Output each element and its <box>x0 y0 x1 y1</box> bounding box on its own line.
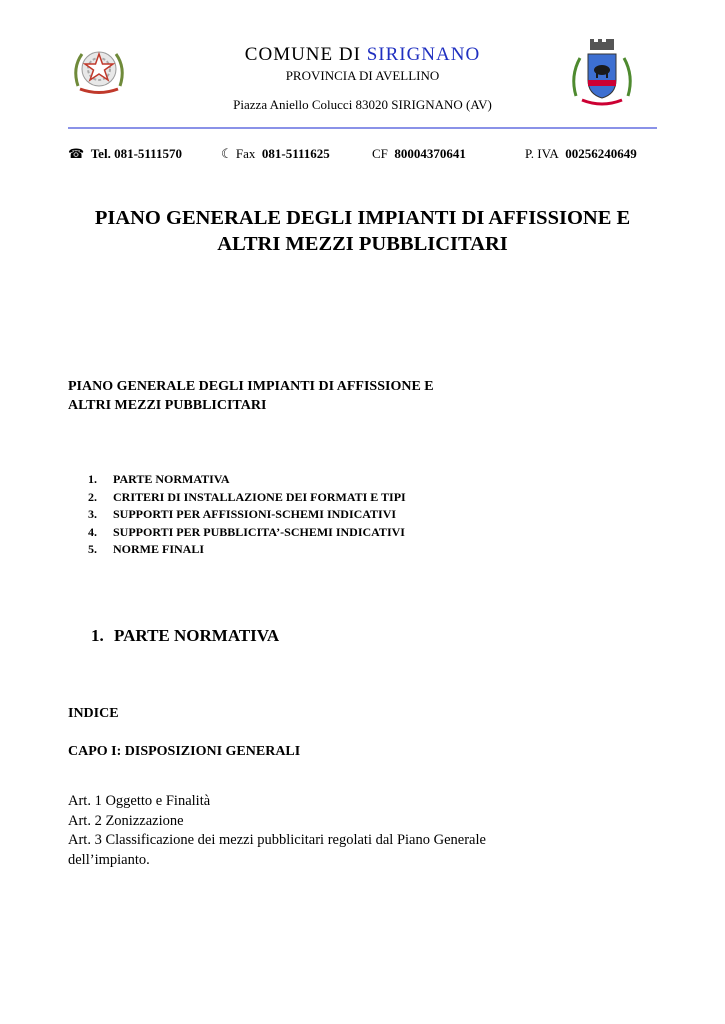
piva-value: 00256240649 <box>565 146 637 161</box>
title-line-2: ALTRI MEZZI PUBBLICITARI <box>217 233 508 255</box>
document-subtitle <box>68 377 434 415</box>
comune-title <box>120 44 605 66</box>
address: Piazza Aniello Colucci 83020 SIRIGNANO (AV) <box>233 97 492 112</box>
cf-label: CF <box>372 146 388 161</box>
fax-contact <box>221 146 330 162</box>
toc-item: 2. CRITERI DI INSTALLAZIONE DEI FORMATI E TIPI <box>88 489 406 504</box>
fax-icon: ☾ <box>221 146 233 161</box>
article-line: Art. 2 Zonizzazione <box>68 812 184 829</box>
header-rule <box>68 127 657 129</box>
cf-value: 80004370641 <box>394 146 466 161</box>
article-line: Art. 1 Oggetto e Finalità <box>68 793 211 809</box>
title-line-1: PIANO GENERALE DEGLI IMPIANTI DI AFFISSIONE E <box>94 207 631 229</box>
document-title <box>68 205 657 257</box>
coat-of-arms-icon <box>568 38 636 110</box>
capo-heading: CAPO I: DISPOSIZIONI GENERALI <box>68 744 301 759</box>
indice-heading: INDICE <box>68 706 119 721</box>
article-list <box>68 792 588 870</box>
fax-label: Fax <box>235 146 256 161</box>
section-number: 1. <box>91 626 104 645</box>
tel-contact <box>68 146 182 162</box>
provincia: PROVINCIA DI AVELLINO <box>285 68 440 83</box>
comune-prefix: COMUNE DI <box>244 44 367 65</box>
tel-value: Tel. 081-5111570 <box>90 146 182 161</box>
toc-item: 4. SUPPORTI PER PUBBLICITA’-SCHEMI INDICATIVI <box>88 524 405 539</box>
fax-value: 081-5111625 <box>261 146 330 161</box>
phone-icon: ☎ <box>68 146 85 161</box>
toc-item: 5. NORME FINALI <box>88 542 205 557</box>
table-of-contents <box>88 471 406 559</box>
piva-contact <box>525 146 637 162</box>
subtitle-line-1: PIANO GENERALE DEGLI IMPIANTI DI AFFISSIONE E <box>68 379 434 394</box>
comune-name: SIRIGNANO <box>366 44 481 65</box>
subtitle-line-2: ALTRI MEZZI PUBBLICITARI <box>68 398 267 413</box>
piva-label: P. IVA <box>525 146 559 161</box>
article-line: dell’impianto. <box>68 851 150 868</box>
section-heading <box>91 626 279 646</box>
toc-item: 1. PARTE NORMATIVA <box>88 472 230 486</box>
section-title: PARTE NORMATIVA <box>114 626 280 645</box>
toc-item: 3. SUPPORTI PER AFFISSIONI-SCHEMI INDICATIVI <box>88 507 397 522</box>
cf-contact <box>372 146 466 162</box>
article-line: Art. 3 Classificazione dei mezzi pubblicitari regolati dal Piano Generale <box>68 832 486 848</box>
